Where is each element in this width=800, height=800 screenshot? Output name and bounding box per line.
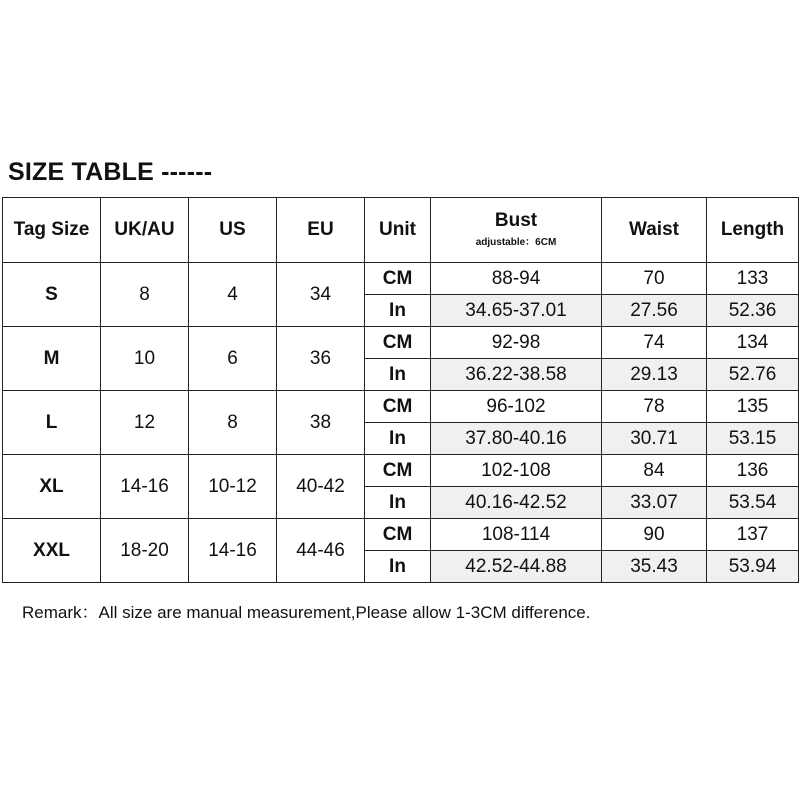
- table-row: [3, 455, 799, 487]
- uk-au-cell: 14-16: [101, 455, 189, 519]
- unit-cell: CM: [365, 391, 431, 423]
- unit-cell: CM: [365, 519, 431, 551]
- length-cell: 133: [707, 263, 799, 295]
- unit-cell: In: [365, 551, 431, 583]
- header-eu: EU: [277, 198, 365, 263]
- tag-size-cell: XL: [3, 455, 101, 519]
- table-row: [3, 327, 799, 359]
- length-cell: 52.36: [707, 295, 799, 327]
- us-cell: 4: [189, 263, 277, 327]
- waist-cell: 74: [602, 327, 707, 359]
- bust-cell: 40.16-42.52: [431, 487, 602, 519]
- length-cell: 53.54: [707, 487, 799, 519]
- bust-cell: 92-98: [431, 327, 602, 359]
- us-cell: 8: [189, 391, 277, 455]
- header-us: US: [189, 198, 277, 263]
- unit-cell: In: [365, 295, 431, 327]
- bust-cell: 42.52-44.88: [431, 551, 602, 583]
- eu-cell: 44-46: [277, 519, 365, 583]
- unit-cell: CM: [365, 263, 431, 295]
- unit-cell: In: [365, 423, 431, 455]
- us-cell: 6: [189, 327, 277, 391]
- uk-au-cell: 10: [101, 327, 189, 391]
- tag-size-cell: M: [3, 327, 101, 391]
- table-row: [3, 519, 799, 551]
- length-cell: 134: [707, 327, 799, 359]
- length-cell: 137: [707, 519, 799, 551]
- tag-size-cell: L: [3, 391, 101, 455]
- bust-cell: 36.22-38.58: [431, 359, 602, 391]
- us-cell: 10-12: [189, 455, 277, 519]
- bust-cell: 34.65-37.01: [431, 295, 602, 327]
- length-cell: 136: [707, 455, 799, 487]
- us-cell: 14-16: [189, 519, 277, 583]
- eu-cell: 36: [277, 327, 365, 391]
- waist-cell: 35.43: [602, 551, 707, 583]
- eu-cell: 40-42: [277, 455, 365, 519]
- tag-size-cell: S: [3, 263, 101, 327]
- waist-cell: 29.13: [602, 359, 707, 391]
- header-bust-label: Bust: [494, 210, 538, 231]
- header-unit: Unit: [365, 198, 431, 263]
- page-title: SIZE TABLE ------: [8, 158, 213, 186]
- waist-cell: 90: [602, 519, 707, 551]
- tag-size-cell: XXL: [3, 519, 101, 583]
- remark-note: Remark：All size are manual measurement,Please allow 1-3CM difference.: [22, 603, 591, 622]
- bust-cell: 102-108: [431, 455, 602, 487]
- length-cell: 53.94: [707, 551, 799, 583]
- length-cell: 52.76: [707, 359, 799, 391]
- uk-au-cell: 18-20: [101, 519, 189, 583]
- length-cell: 135: [707, 391, 799, 423]
- unit-cell: In: [365, 359, 431, 391]
- header-bust-note: adjustable：6CM: [475, 237, 557, 248]
- bust-cell: 108-114: [431, 519, 602, 551]
- table-row: [3, 263, 799, 295]
- uk-au-cell: 8: [101, 263, 189, 327]
- size-table: [2, 197, 799, 583]
- eu-cell: 34: [277, 263, 365, 327]
- unit-cell: CM: [365, 327, 431, 359]
- header-bust: [431, 198, 602, 263]
- waist-cell: 33.07: [602, 487, 707, 519]
- uk-au-cell: 12: [101, 391, 189, 455]
- waist-cell: 30.71: [602, 423, 707, 455]
- header-length: Length: [707, 198, 799, 263]
- bust-cell: 88-94: [431, 263, 602, 295]
- waist-cell: 70: [602, 263, 707, 295]
- length-cell: 53.15: [707, 423, 799, 455]
- waist-cell: 78: [602, 391, 707, 423]
- bust-cell: 37.80-40.16: [431, 423, 602, 455]
- waist-cell: 27.56: [602, 295, 707, 327]
- unit-cell: CM: [365, 455, 431, 487]
- header-row: [3, 198, 799, 263]
- header-waist: Waist: [602, 198, 707, 263]
- unit-cell: In: [365, 487, 431, 519]
- header-uk-au: UK/AU: [101, 198, 189, 263]
- eu-cell: 38: [277, 391, 365, 455]
- waist-cell: 84: [602, 455, 707, 487]
- table-row: [3, 391, 799, 423]
- bust-cell: 96-102: [431, 391, 602, 423]
- header-tag-size: Tag Size: [3, 198, 101, 263]
